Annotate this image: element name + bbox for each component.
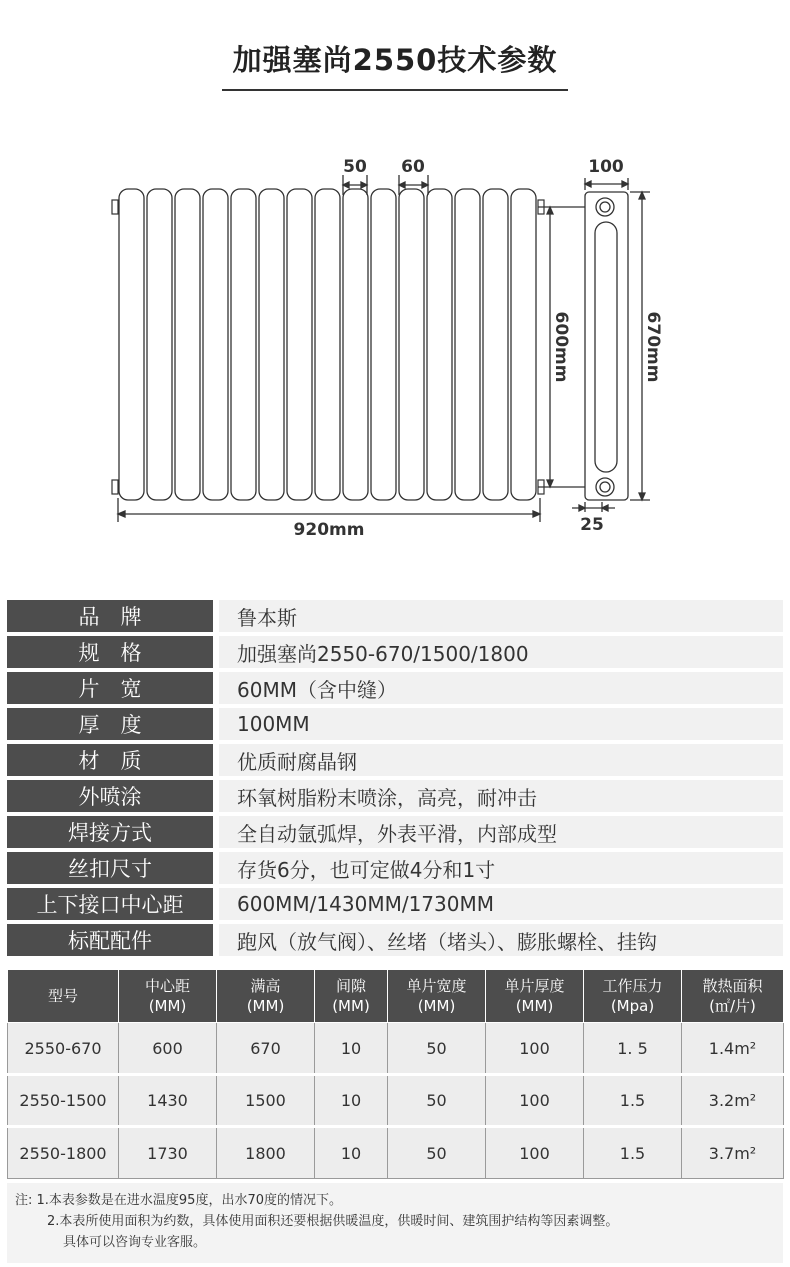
table-row [8,1023,784,1075]
table-header-cell: 满高 (MM) [217,970,315,1023]
table-cell: 2550-1800 [8,1127,119,1179]
table-cell: 2550-1500 [8,1075,119,1127]
spec-value: 全自动氩弧焊，外表平滑，内部成型 [219,816,783,848]
table-header-cell: 间隙 (MM) [315,970,388,1023]
spec-value: 环氧树脂粉末喷涂，高亮，耐冲击 [219,780,783,812]
spec-row [7,888,783,920]
table-header-cell: 型号 [8,970,119,1023]
spec-row [7,600,783,632]
radiator-column [371,189,396,500]
spec-row [7,672,783,704]
spec-key: 厚 度 [7,708,213,740]
radiator-column [399,189,424,500]
note-line-2: 2.本表所使用面积为约数，具体使用面积还要根据供暖温度，供暖时间、建筑围护结构等因素调整。 [47,1214,619,1229]
radiator-column [483,189,508,500]
spec-value: 加强塞尚2550-670/1500/1800 [219,636,783,668]
dim-920 [118,498,540,522]
radiator-column [203,189,228,500]
spec-value: 优质耐腐晶钢 [219,744,783,776]
table-header-cell: 单片宽度 (MM) [388,970,486,1023]
table-cell: 2550-670 [8,1023,119,1075]
spec-key: 丝扣尺寸 [7,852,213,884]
table-cell: 1430 [119,1075,217,1127]
dim-100 [585,178,628,190]
spec-key: 标配配件 [7,924,213,956]
table-cell: 100 [486,1075,584,1127]
table-cell: 50 [388,1127,486,1179]
radiator-column [259,189,284,500]
table-cell: 1800 [217,1127,315,1179]
spec-key: 片 宽 [7,672,213,704]
spec-row [7,924,783,956]
table-cell: 10 [315,1075,388,1127]
dim-670-label: 670mm [643,311,663,383]
table-cell: 100 [486,1023,584,1075]
spec-key: 规 格 [7,636,213,668]
table-cell: 1500 [217,1075,315,1127]
table-header-cell: 中心距 (MM) [119,970,217,1023]
dim-25-label: 25 [580,515,604,535]
table-header-cell: 工作压力 (Mpa) [584,970,682,1023]
dim-60-label: 60 [401,157,425,177]
table-cell: 670 [217,1023,315,1075]
table-cell: 50 [388,1023,486,1075]
spec-value: 60MM（含中缝） [219,672,783,704]
dim-100-label: 100 [588,157,624,177]
title-underline [222,89,568,91]
dim-25 [572,502,615,512]
radiator-side-view [585,192,628,500]
dim-600-label: 600mm [551,311,571,383]
radiator-column [343,189,368,500]
table-cell: 10 [315,1023,388,1075]
spec-key: 焊接方式 [7,816,213,848]
radiator-column [175,189,200,500]
radiator-column [427,189,452,500]
page-title: 加强塞尚2550技术参数 [232,43,558,77]
table-cell: 600 [119,1023,217,1075]
table-header-cell: 单片厚度 (MM) [486,970,584,1023]
radiator-dimension-drawing [100,150,680,550]
table-cell: 100 [486,1127,584,1179]
spec-value: 600MM/1430MM/1730MM [219,888,783,920]
radiator-column [315,189,340,500]
table-cell: 3.7m² [682,1127,784,1179]
spec-row [7,816,783,848]
spec-list [7,600,783,960]
spec-row [7,744,783,776]
dim-50-label: 50 [343,157,367,177]
radiator-column [455,189,480,500]
table-row [8,1075,784,1127]
spec-key: 外喷涂 [7,780,213,812]
table-cell: 1. 5 [584,1023,682,1075]
spec-value: 100MM [219,708,783,740]
radiator-column [147,189,172,500]
note-line-3: 具体可以咨询专业客服。 [63,1235,207,1250]
radiator-column [231,189,256,500]
notes [7,1183,783,1263]
parameter-table [7,969,784,1179]
spec-key: 材 质 [7,744,213,776]
table-row [8,1127,784,1179]
spec-row [7,708,783,740]
table-cell: 3.2m² [682,1075,784,1127]
spec-row [7,852,783,884]
spec-key: 品 牌 [7,600,213,632]
radiator-front-view [112,189,544,500]
spec-row [7,636,783,668]
table-cell: 1730 [119,1127,217,1179]
dim-920-label: 920mm [293,520,365,540]
spec-row [7,780,783,812]
radiator-column [119,189,144,500]
table-cell: 50 [388,1075,486,1127]
spec-value: 存货6分，也可定做4分和1寸 [219,852,783,884]
spec-value: 鲁本斯 [219,600,783,632]
spec-value: 跑风（放气阀）、丝堵（堵头）、膨胀螺栓、挂钩 [219,924,783,956]
spec-key: 上下接口中心距 [7,888,213,920]
table-header-row [8,970,784,1023]
table-cell: 1.5 [584,1127,682,1179]
table-cell: 10 [315,1127,388,1179]
table-cell: 1.4m² [682,1023,784,1075]
table-header-cell: 散热面积 (㎡/片) [682,970,784,1023]
radiator-column [511,189,536,500]
radiator-column [287,189,312,500]
table-cell: 1.5 [584,1075,682,1127]
note-line-1: 注: 1.本表参数是在进水温度95度，出水70度的情况下。 [15,1193,342,1208]
